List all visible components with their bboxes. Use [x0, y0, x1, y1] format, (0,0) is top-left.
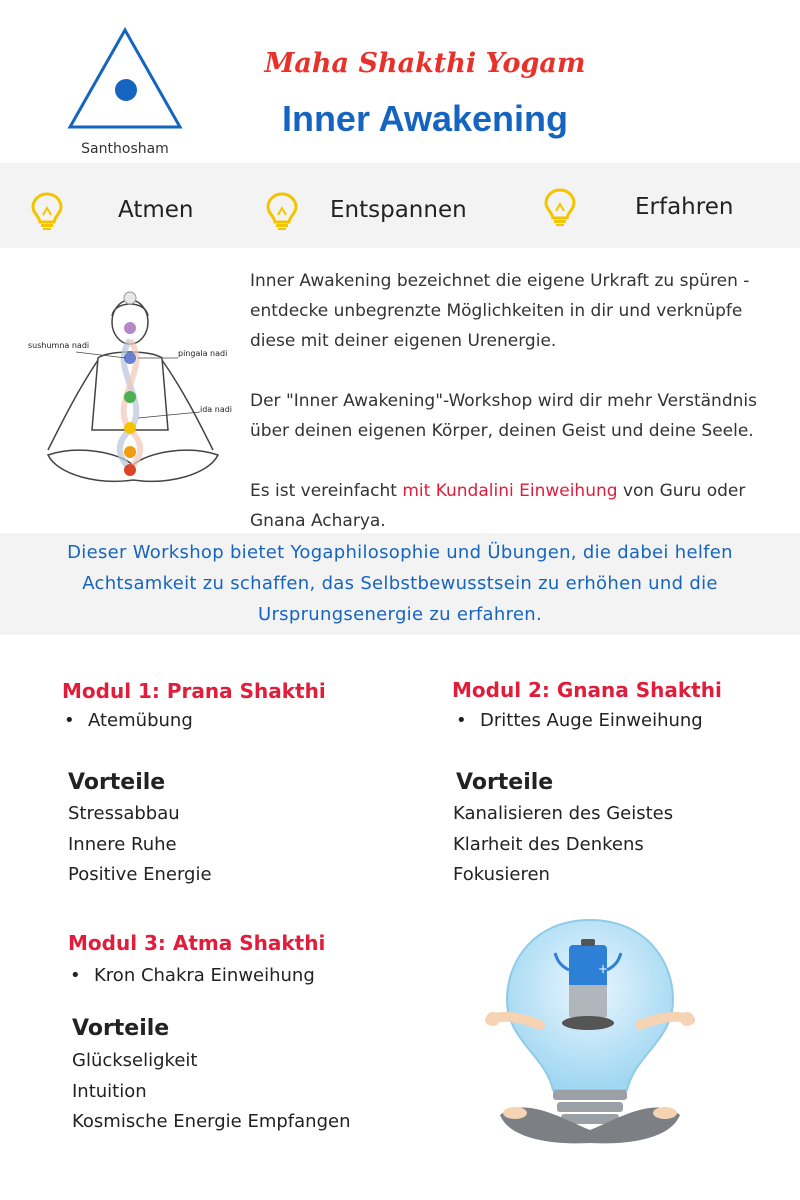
intro-paragraph-3 — [250, 476, 790, 536]
benefit-item: Intuition — [72, 1080, 147, 1102]
intro-p3-after: von Guru oder Gnana Acharya. — [250, 481, 746, 531]
benefit-item: Kosmische Energie Empfangen — [72, 1111, 351, 1132]
benefit-item: Klarheit des Denkens — [453, 833, 644, 855]
module-2-benefits-heading: Vorteile — [456, 770, 554, 795]
pillar-entspannen: Entspannen — [330, 197, 467, 223]
label-ida-nadi: ida nadi — [200, 405, 233, 414]
module-3-benefits-heading: Vorteile — [72, 1016, 170, 1041]
benefit-item: Fokusieren — [453, 864, 550, 885]
chakra-figure-illustration — [28, 280, 238, 505]
module-1-title: Modul 1: Prana Shakthi — [62, 679, 326, 703]
brand-name: Maha Shakthi Yogam — [264, 48, 586, 79]
workshop-callout-text: Dieser Workshop bietet Yogaphilosophie und Übungen, die dabei helfen Achtsamkeit zu schaffen, das Selbstbewusstsein zu erhöhen und die Ursprungsenergie zu erfahren. — [67, 542, 733, 625]
module-1-benefits-heading: Vorteile — [68, 770, 166, 795]
pillar-erfahren: Erfahren — [635, 194, 734, 220]
label-pingala-nadi: pingala nadi — [178, 349, 228, 358]
intro-paragraph-1: Inner Awakening bezeichnet die eigene Urkraft zu spüren - entdecke unbegrenzte Möglichkeiten in dir und verknüpfe diese mit deiner eigenen Urenergie. — [250, 271, 750, 351]
lightbulb-icon — [30, 191, 64, 231]
lightbulb-icon — [543, 187, 577, 227]
meditating-battery-bulb-illustration — [485, 915, 695, 1155]
module-3-benefits — [72, 1046, 351, 1138]
module-2-benefits — [453, 799, 673, 891]
module-2-bullet: • Drittes Auge Einweihung — [456, 710, 703, 731]
svg-text:+: + — [598, 962, 609, 976]
module-3-title: Modul 3: Atma Shakthi — [68, 931, 326, 955]
benefit-item: Positive Energie — [68, 864, 212, 885]
intro-paragraph-2: Der "Inner Awakening"-Workshop wird dir mehr Verständnis über deinen eigenen Körper, deinen Geist und deine Seele. — [250, 391, 757, 441]
intro-text — [250, 266, 790, 566]
module-2-title: Modul 2: Gnana Shakthi — [452, 678, 722, 702]
page-title: Inner Awakening — [281, 98, 569, 139]
benefit-item: Glückseligkeit — [72, 1050, 198, 1071]
logo-text: Santhosham — [81, 141, 169, 157]
module-3-bullet: • Kron Chakra Einweihung — [70, 965, 315, 986]
benefit-item: Stressabbau — [68, 803, 180, 824]
module-1-bullet: • Atemübung — [64, 710, 193, 731]
benefit-item: Kanalisieren des Geistes — [453, 803, 674, 824]
benefit-item: Innere Ruhe — [68, 833, 177, 855]
module-1-benefits — [68, 799, 212, 891]
pillar-atmen: Atmen — [118, 197, 194, 223]
label-sushumna-nadi: sushumna nadi — [28, 341, 90, 350]
kundalini-highlight: mit Kundalini Einweihung — [402, 481, 618, 501]
intro-p3-before: Es ist vereinfacht — [250, 481, 403, 501]
lightbulb-icon — [265, 191, 299, 231]
